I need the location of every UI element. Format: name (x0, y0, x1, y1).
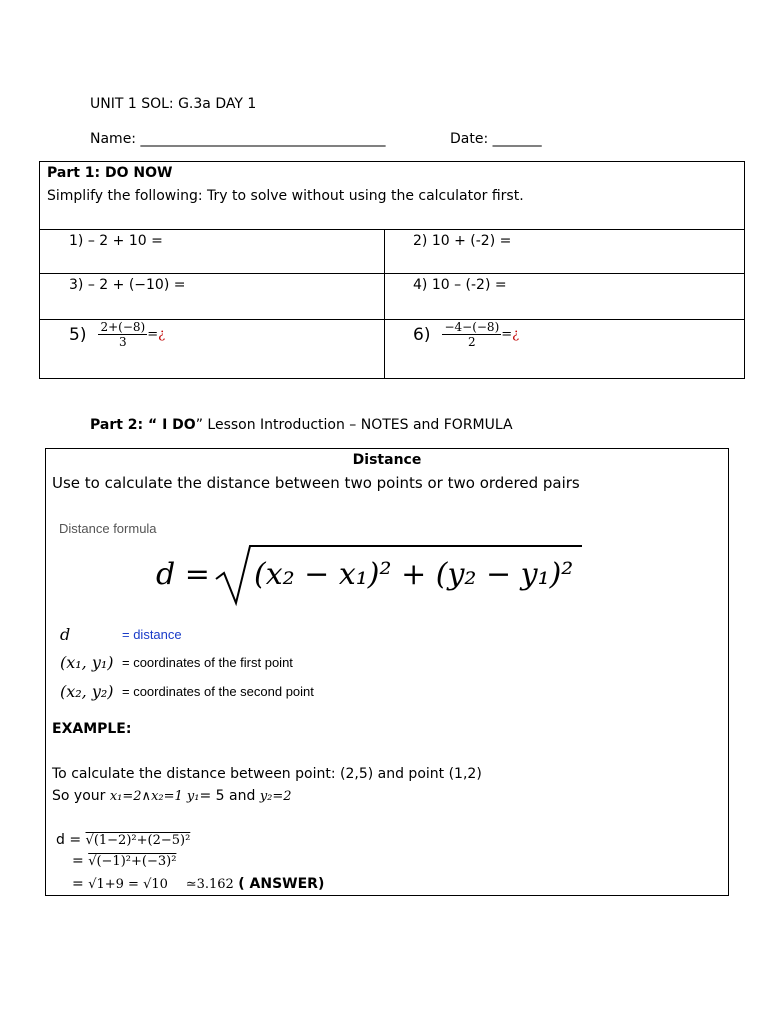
work-line-2: = √(−1)²+(−3)² (72, 853, 177, 869)
problem-2: 2) 10 + (-2) = (413, 233, 512, 249)
work-line-1: d = √(1−2)²+(2−5)² (56, 832, 191, 848)
problem-1: 1) – 2 + 10 = (69, 233, 163, 249)
example-line-1: To calculate the distance between point: (2,5) and point (1,2) (52, 766, 482, 782)
part2-heading: Part 2: “ I DO” Lesson Introduction – NOTES and FORMULA (90, 417, 513, 433)
example-label: EXAMPLE: (52, 721, 132, 737)
part1-instructions: Simplify the following: Try to solve without using the calculator first. (47, 188, 524, 204)
work-line-3: = √1+9 = √10 ≃3.162 ( ANSWER) (72, 876, 325, 892)
formula-caption: Distance formula (59, 521, 157, 536)
name-line: Name: ___________________________________ (90, 131, 386, 147)
problem-3: 3) – 2 + (−10) = (69, 277, 186, 293)
fraction: $\frac{-4-(-8)}{2}$ (444, 320, 500, 349)
legend-second-point: (x₂, y₂) = coordinates of the second point (60, 682, 314, 701)
box-title: Distance (352, 452, 422, 468)
problem-5: 5) $\frac{2+(-8)}{3}$ = ¿ (69, 320, 166, 349)
part2-box: Distance Use to calculate the distance between two points or two ordered pairs Distance formula d = (x₂ − x₁)² + (y₂ − y₁)² d = distance (x₁, y₁) = coordinates of the first point (x₂, y₂) = coordinates of the second point EXAMPLE: To calculate the distance between point: (2,5) and point (1,2) So your x₁=2∧x₂=1 y₁= 5 and y₂=2 d = √(1−2)²+(2−5)² = √(−1)²+(−3)² = √1+9 = √10 ≃3.162 ( ANSWER) (45, 448, 729, 896)
table-divider (40, 229, 744, 230)
problem-4: 4) 10 – (-2) = (413, 277, 507, 293)
example-line-2: So your x₁=2∧x₂=1 y₁= 5 and y₂=2 (52, 788, 292, 804)
date-line: Date: _______ (450, 131, 542, 147)
fraction: $\frac{2+(-8)}{3}$ (100, 320, 146, 349)
box-description: Use to calculate the distance between two points or two ordered pairs (52, 474, 580, 492)
legend-first-point: (x₁, y₁) = coordinates of the first point (60, 653, 293, 672)
part1-box (39, 161, 745, 379)
table-divider (40, 273, 744, 274)
answer-label: ( ANSWER) (238, 876, 325, 892)
unit-line: UNIT 1 SOL: G.3a DAY 1 (90, 96, 257, 112)
legend-distance: d = distance (60, 625, 182, 644)
problem-6: 6) $\frac{-4-(-8)}{2}$ = ¿ (413, 320, 520, 349)
table-column-divider (384, 229, 385, 378)
part1-title: Part 1: DO NOW (47, 165, 173, 181)
